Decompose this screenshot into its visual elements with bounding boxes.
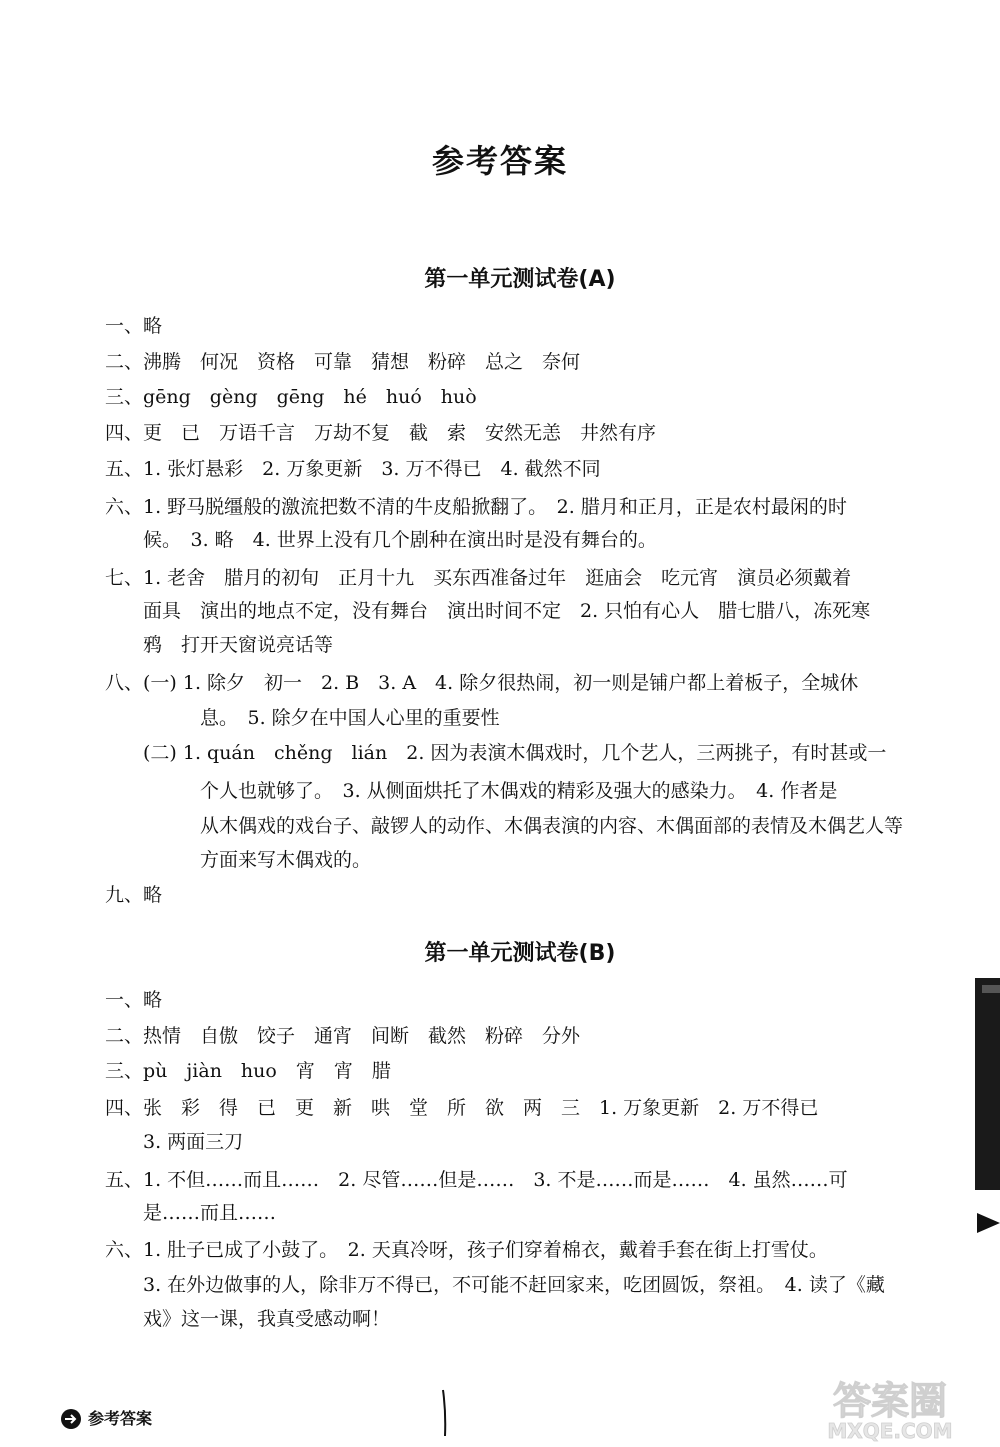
answer-line: 七、1. 老舍 腊月的初旬 正月十九 买东西准备过年 逛庙会 吃元宵 演员必须戴着 <box>105 567 852 589</box>
answer-line: 面具 演出的地点不定，没有舞台 演出时间不定 2. 只怕有心人 腊七腊八，冻死寒 <box>143 600 871 622</box>
answer-line: 3. 两面三刀 <box>143 1131 244 1153</box>
footer-label: 参考答案 <box>88 1409 153 1428</box>
section-b-heading: 第一单元测试卷(B) <box>424 941 616 966</box>
answer-line: 二、热情 自傲 饺子 通宵 间断 截然 粉碎 分外 <box>105 1025 581 1047</box>
answer-line: 3. 在外边做事的人，除非万不得已，不可能不赶回家来，吃团圆饭，祭祖。 4. 读了《藏 <box>143 1274 885 1296</box>
answer-line: 四、更 已 万语千言 万劫不复 截 索 安然无恙 井然有序 <box>105 422 657 444</box>
answer-line: 息。 5. 除夕在中国人心里的重要性 <box>200 707 500 729</box>
answer-line: 从木偶戏的戏台子、敲锣人的动作、木偶表演的内容、木偶面部的表情及木偶艺人等 <box>200 815 904 837</box>
edge-thumb-tab-top <box>982 985 1000 993</box>
answer-line: 三、gēng gèng gēng hé huó huò <box>105 386 477 408</box>
triangle-right-icon <box>977 1212 1000 1234</box>
answer-line: 八、(一) 1. 除夕 初一 2. B 3. A 4. 除夕很热闹，初一则是铺户都上着板子，全城休 <box>105 672 859 694</box>
answer-line: 二、沸腾 何况 资格 可靠 猜想 粉碎 总之 奈何 <box>105 351 581 373</box>
answer-line: 一、略 <box>105 989 163 1011</box>
answer-line: (二) 1. quán chěng lián 2. 因为表演木偶戏时，几个艺人，三两挑子，有时甚或一 <box>143 742 887 764</box>
arrow-circle-icon <box>60 1408 82 1430</box>
answer-line: 方面来写木偶戏的。 <box>200 849 372 871</box>
page-mark-stroke <box>440 1388 450 1438</box>
answer-line: 候。 3. 略 4. 世界上没有几个剧种在演出时是没有舞台的。 <box>143 529 657 551</box>
answer-line: 是……而且…… <box>143 1202 277 1224</box>
answer-line: 六、1. 野马脱缰般的激流把数不清的牛皮船掀翻了。 2. 腊月和正月，正是农村最闲的时 <box>105 496 847 518</box>
answer-line: 五、1. 不但……而且…… 2. 尽管……但是…… 3. 不是……而是…… 4. 虽然……可 <box>105 1169 848 1191</box>
watermark-domain: MXQE.COM <box>827 1419 953 1442</box>
answer-line: 个人也就够了。 3. 从侧面烘托了木偶戏的精彩及强大的感染力。 4. 作者是 <box>200 780 838 802</box>
answer-line: 戏》这一课，我真受感动啊！ <box>143 1308 391 1330</box>
answer-line: 五、1. 张灯悬彩 2. 万象更新 3. 万不得已 4. 截然不同 <box>105 458 601 480</box>
answer-line: 一、略 <box>105 315 163 337</box>
watermark-text: 答案圈 <box>832 1379 948 1423</box>
answer-line: 三、pù jiàn huo 宵 宵 腊 <box>105 1060 391 1082</box>
answer-line: 六、1. 肚子已成了小鼓了。 2. 天真冷呀，孩子们穿着棉衣，戴着手套在街上打雪仗。 <box>105 1239 828 1261</box>
watermark-logo <box>780 1376 1000 1442</box>
edge-thumb-tab <box>975 978 1000 1190</box>
answer-line: 九、略 <box>105 884 163 906</box>
page-title: 参考答案 <box>431 142 568 180</box>
section-a-heading: 第一单元测试卷(A) <box>424 267 616 292</box>
answer-line: 四、张 彩 得 已 更 新 哄 堂 所 欲 两 三 1. 万象更新 2. 万不得已 <box>105 1097 819 1119</box>
answer-line: 鸦 打开天窗说亮话等 <box>143 634 334 656</box>
